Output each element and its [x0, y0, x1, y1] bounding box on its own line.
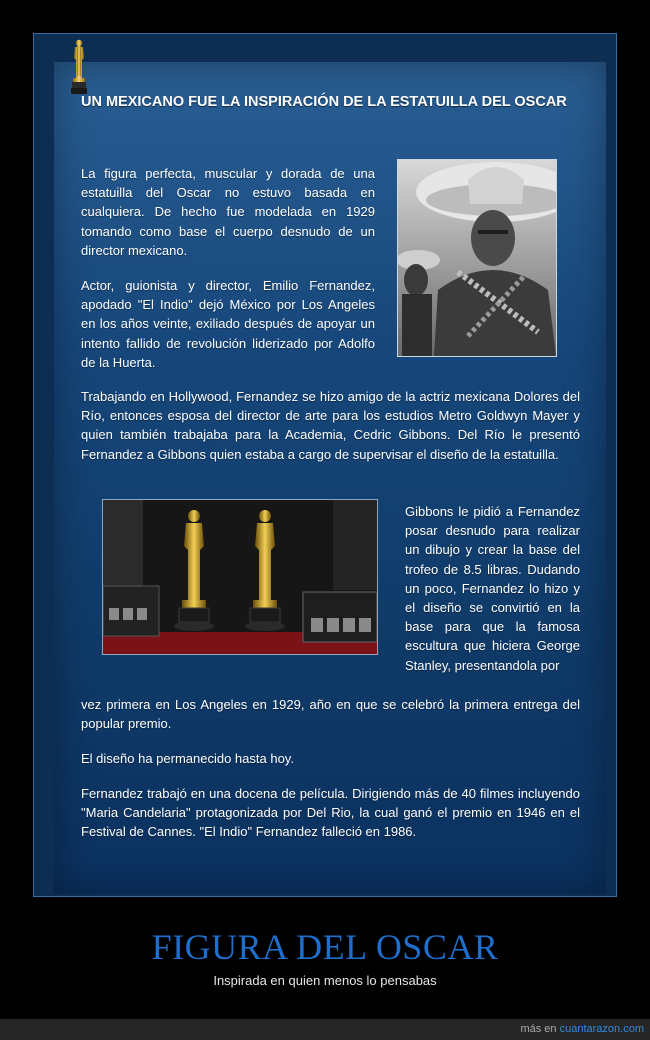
- oscar-statuettes-photo: [102, 499, 378, 655]
- paragraph-design: El diseño ha permanecido hasta hoy.: [81, 751, 294, 766]
- article-headline: UN MEXICANO FUE LA INSPIRACIÓN DE LA ESTATUILLA DEL OSCAR: [81, 94, 567, 110]
- emilio-fernandez-photo: [397, 159, 557, 357]
- footer-prefix: más en: [520, 1023, 557, 1035]
- paragraph-first-ceremony: vez primera en Los Angeles en 1929, año en que se celebró la primera entrega del popular premio.: [81, 697, 580, 732]
- oscar-statuette-icon: [68, 38, 90, 96]
- paragraph-gibbons: Gibbons le pidió a Fernandez posar desnudo para realizar un dibujo y crear la base del trofeo de 8.5 libras. Dudando un poco, Fernandez lo hizo y el diseño se convirtió en la base para que la famosa escultura que hiciera George Stanley, presentandola por: [405, 504, 580, 673]
- footer-bar: [0, 1019, 650, 1040]
- paragraph-biography: Actor, guionista y director, Emilio Fernandez, apodado "El Indio" dejó México por Los Angeles en los años veinte, exiliado después de apoyar un intento fallido de revolución liderizado por Adolfo de la Huerta.: [81, 278, 375, 370]
- caption-title: FIGURA DEL OSCAR: [151, 927, 499, 967]
- paragraph-intro: La figura perfecta, muscular y dorada de una estatuilla del Oscar no estuvo basada en cualquiera. De hecho fue modelada en 1929 tomando como base el cuerpo desnudo de un director mexicano.: [81, 166, 375, 258]
- footer-source: [520, 1023, 644, 1035]
- caption-subtitle: Inspirada en quien menos lo pensabas: [213, 973, 437, 988]
- footer-site-link[interactable]: cuantarazon.com: [559, 1023, 644, 1035]
- paragraph-career: Fernandez trabajó en una docena de película. Dirigiendo más de 40 filmes incluyendo "Maria Candelaria" protagonizada por Del Rio, la cual ganó el premio en 1946 en el Festival de Cannes. "El Indio" Fernandez falleció en 1986.: [81, 786, 580, 840]
- paragraph-hollywood: Trabajando en Hollywood, Fernandez se hizo amigo de la actriz mexicana Dolores del Río, entonces esposa del director de arte para los estudios Metro Goldwyn Mayer y quien también trabajaba para la Academia, Cedric Gibbons. Del Río le presentó Fernandez a Gibbons quien estaba a cargo de supervisar el diseño de la estatuilla.: [81, 389, 580, 462]
